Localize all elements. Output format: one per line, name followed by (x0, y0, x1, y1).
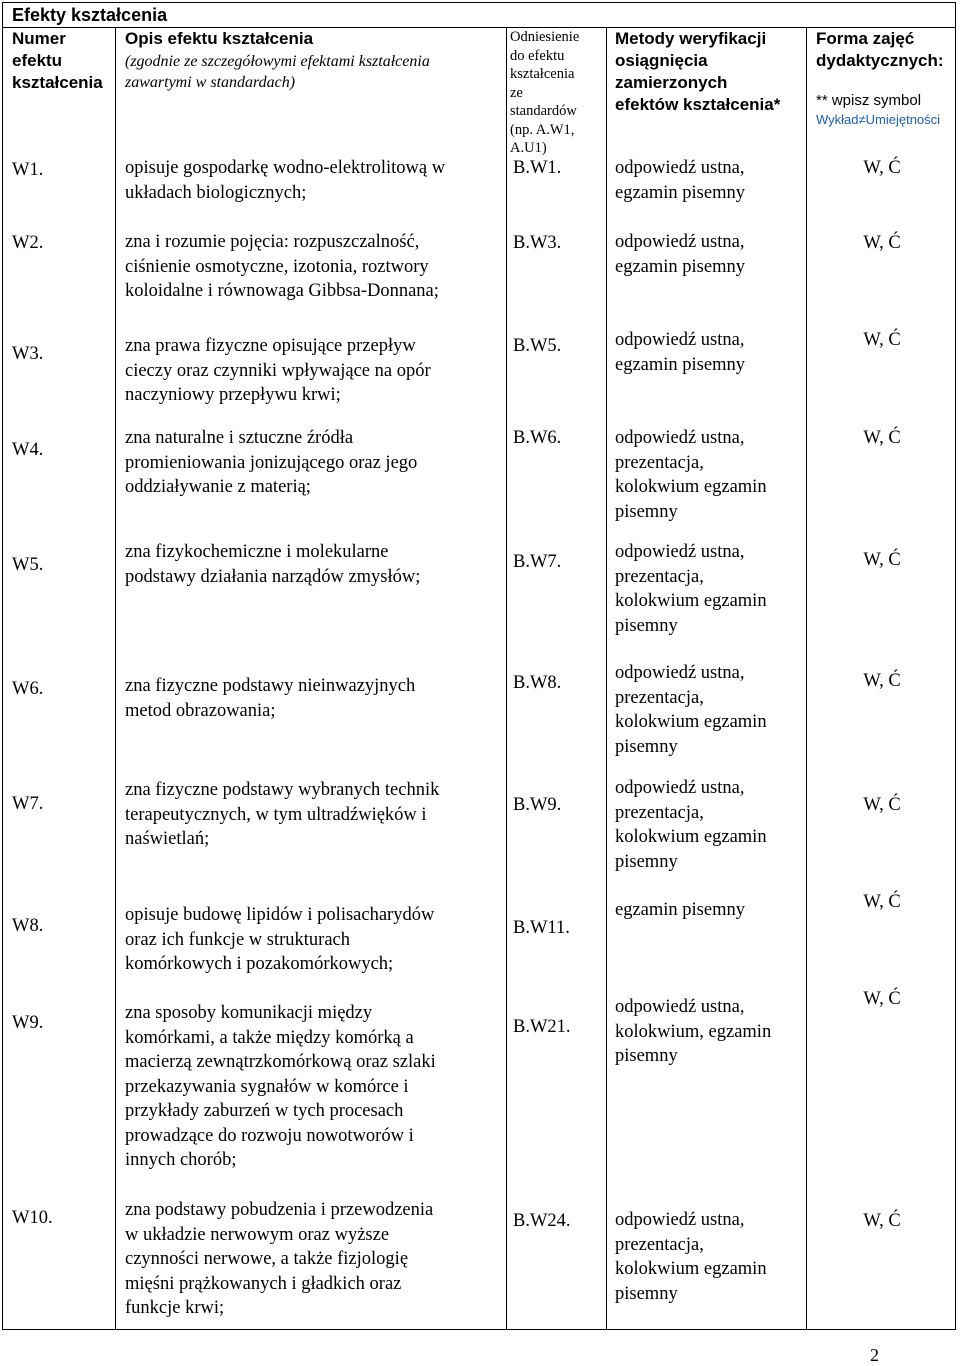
header-class-form-hint: ** wpisz symbol (816, 92, 922, 109)
table-row-form: W, Ć (863, 989, 901, 1009)
table-row-methods: odpowiedź ustna, egzamin pisemny (615, 330, 745, 375)
table-row-methods: odpowiedź ustna, prezentacja, kolokwium egzamin pisemny (615, 778, 767, 872)
table-row-number: W2. (12, 233, 44, 253)
table-row-description: opisuje budowę lipidów i polisacharydów oraz ich funkcje w strukturach komórkowych i pozakomórkowych; (125, 905, 435, 974)
table-row-description: zna fizykochemiczne i molekularne podstawy działania narządów zmysłów; (125, 542, 421, 587)
table-row-methods: odpowiedź ustna, prezentacja, kolokwium egzamin pisemny (615, 663, 767, 757)
header-effect-description: Opis efektu kształcenia (125, 29, 314, 48)
table-row-reference: B.W11. (513, 918, 570, 938)
table-row-description: zna fizyczne podstawy nieinwazyjnych metod obrazowania; (125, 676, 416, 721)
table-row-methods: odpowiedź ustna, prezentacja, kolokwium egzamin pisemny (615, 1210, 767, 1304)
table-row-reference: B.W9. (513, 795, 562, 815)
table-row-number: W3. (12, 344, 44, 364)
table-row-form: W, Ć (863, 233, 901, 253)
table-row-reference: B.W8. (513, 673, 562, 693)
table-row-methods: odpowiedź ustna, prezentacja, kolokwium egzamin pisemny (615, 542, 767, 636)
table-row-reference: B.W1. (513, 158, 562, 178)
column-divider (115, 28, 116, 1329)
table-row-description: zna podstawy pobudzenia i przewodzenia w układzie nerwowym oraz wyższe czynności nerwowe, a także fizjologię mięśni prążkowanych i gładkich oraz funkcje krwi; (125, 1200, 434, 1318)
table-row-description: zna i rozumie pojęcia: rozpuszczalność, ciśnienie osmotyczne, izotonia, roztwory koloidalne i równowaga Gibbsa-Donnana; (125, 232, 439, 301)
table-row-form: W, Ć (863, 1211, 901, 1231)
table-row-number: W9. (12, 1013, 44, 1033)
table-row-description: zna fizyczne podstawy wybranych technik terapeutycznych, w tym ultradźwięków i naświetlań; (125, 780, 440, 849)
column-divider (806, 28, 807, 1329)
table-row-number: W1. (12, 160, 44, 180)
table-row-description: zna sposoby komunikacji między komórkami, a także między komórką a macierzą zewnątrzkomórkową oraz szlaki przekazywania sygnałów w komórce i przykłady zaburzeń w tych procesach prowadzące do rozwoju nowotworów i innych chorób; (125, 1003, 436, 1170)
table-row-form: W, Ć (863, 158, 901, 178)
table-row-form: W, Ć (863, 550, 901, 570)
table-row-form: W, Ć (863, 428, 901, 448)
table-row-description: zna naturalne i sztuczne źródła promieniowania jonizującego oraz jego oddziaływanie z materią; (125, 428, 418, 497)
table-row-description: zna prawa fizyczne opisujące przepływ cieczy oraz czynniki wpływające na opór naczyniowy przepływu krwi; (125, 336, 431, 405)
header-verification-methods: Metody weryfikacji osiągnięcia zamierzonych efektów kształcenia* (615, 29, 781, 114)
column-divider (606, 28, 607, 1329)
table-row-number: W10. (12, 1208, 53, 1228)
header-effect-description-note: (zgodnie ze szczegółowymi efektami kształcenia zawartymi w standardach) (125, 53, 430, 91)
column-divider (506, 28, 507, 1329)
table-row-number: W7. (12, 794, 44, 814)
table-row-methods: odpowiedź ustna, egzamin pisemny (615, 158, 745, 203)
table-row-form: W, Ć (863, 671, 901, 691)
table-row-reference: B.W5. (513, 336, 562, 356)
table-row-methods: odpowiedź ustna, prezentacja, kolokwium egzamin pisemny (615, 428, 767, 522)
table-row-number: W6. (12, 679, 44, 699)
table-row-form: W, Ć (863, 795, 901, 815)
table-row-reference: B.W21. (513, 1017, 571, 1037)
table-row-reference: B.W6. (513, 428, 562, 448)
header-class-form: Forma zajęć dydaktycznych: (816, 29, 944, 70)
table-row-number: W5. (12, 555, 44, 575)
header-standards-reference: Odniesienie do efektu kształcenia ze standardów (np. A.W1, A.U1) (510, 29, 580, 156)
header-effect-number: Numer efektu kształcenia (12, 29, 103, 92)
table-row-number: W8. (12, 916, 44, 936)
table-row-methods: odpowiedź ustna, egzamin pisemny (615, 232, 745, 277)
table-row-number: W4. (12, 440, 44, 460)
header-class-form-symbols: Wykład≠Umiejętności (816, 112, 941, 127)
table-row-methods: egzamin pisemny (615, 900, 745, 920)
table-row-form: W, Ć (863, 330, 901, 350)
table-row-reference: B.W7. (513, 552, 562, 572)
table-row-reference: B.W24. (513, 1211, 571, 1231)
table-row-methods: odpowiedź ustna, kolokwium, egzamin pisemny (615, 997, 772, 1066)
section-title: Efekty kształcenia (3, 3, 955, 28)
table-row-description: opisuje gospodarkę wodno-elektrolitową w układach biologicznych; (125, 158, 446, 203)
table-row-form: W, Ć (863, 892, 901, 912)
table-row-reference: B.W3. (513, 233, 562, 253)
page-number: 2 (870, 1345, 879, 1365)
